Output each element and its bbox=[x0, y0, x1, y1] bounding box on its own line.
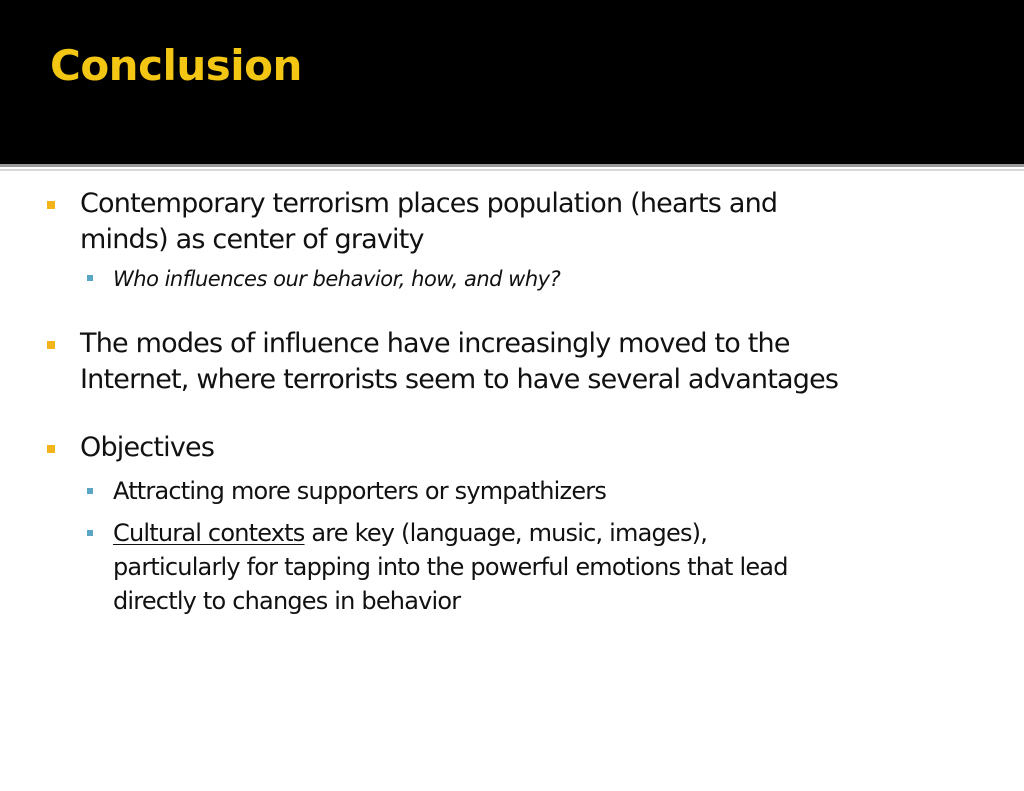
bullet-text-line: Contemporary terrorism places population (hearts and bbox=[80, 188, 778, 219]
sub-bullet-marker bbox=[87, 530, 93, 536]
sub-bullet-text-rest: are key (language, music, images), bbox=[304, 519, 708, 547]
sub-bullet-text: Attracting more supporters or sympathizers bbox=[113, 477, 607, 505]
bullet-marker bbox=[47, 201, 55, 209]
bullet-marker bbox=[47, 445, 55, 453]
sub-bullet-text bbox=[113, 516, 707, 550]
sub-bullet-text: Who influences our behavior, how, and why? bbox=[113, 267, 561, 291]
bullet-text-line: Objectives bbox=[80, 432, 215, 463]
sub-bullet-text-line: particularly for tapping into the powerful emotions that lead bbox=[113, 553, 788, 581]
bullet-text-line: The modes of influence have increasingly moved to the bbox=[80, 328, 790, 359]
sub-bullet-marker bbox=[87, 275, 93, 281]
sub-bullet-text-line: directly to changes in behavior bbox=[113, 587, 461, 615]
slide-title: Conclusion bbox=[50, 41, 302, 90]
bullet-text-line: Internet, where terrorists seem to have several advantages bbox=[80, 364, 839, 395]
bullet-marker bbox=[47, 341, 55, 349]
sub-bullet-marker bbox=[87, 488, 93, 494]
underlined-phrase: Cultural contexts bbox=[113, 519, 305, 547]
bullet-text-line: minds) as center of gravity bbox=[80, 224, 424, 255]
